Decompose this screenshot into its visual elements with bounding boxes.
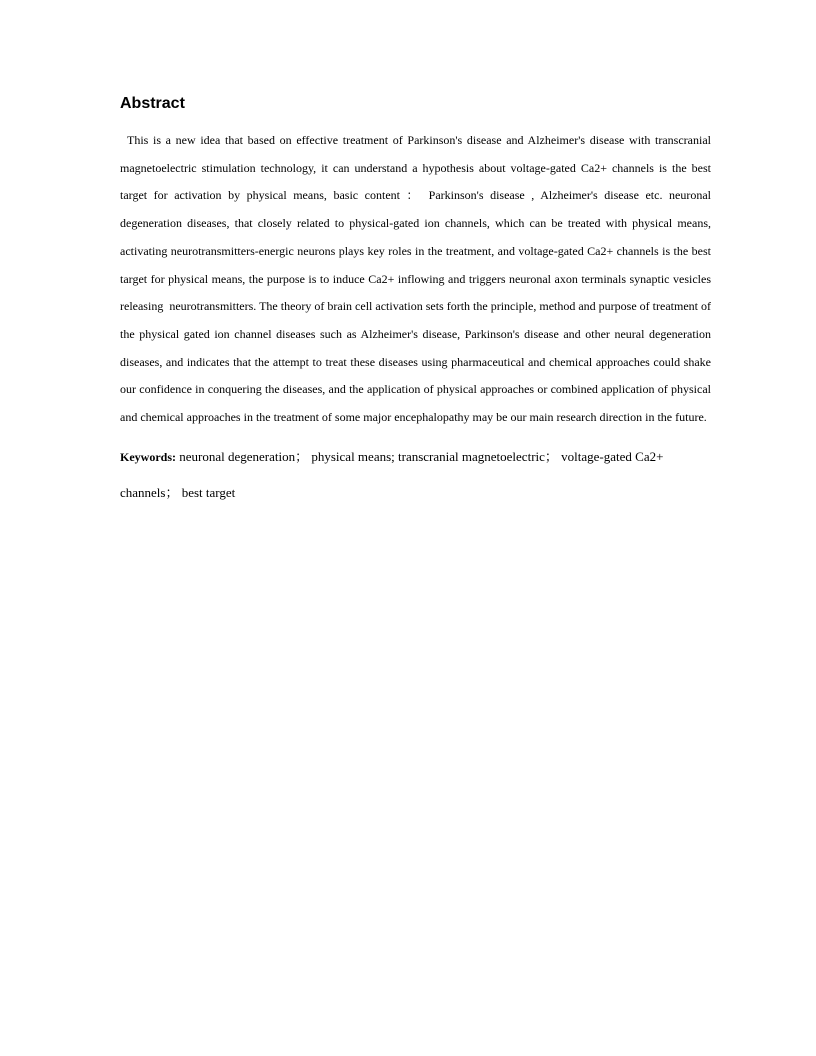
keywords-list: neuronal degeneration； physical means; transcranial magnetoelectric； voltage-gated Ca2+ channels； best target (120, 449, 664, 500)
keywords-label: Keywords: (120, 450, 176, 464)
abstract-paragraph: This is a new idea that based on effective treatment of Parkinson's disease and Alzheimer's disease with transcranial magnetoelectric stimulation technology, it can understand a hypothesis about voltage-gated Ca2+ channels is the best target for activation by physical means, basic content ： Parkinson's disease , Alzheimer's disease etc. neuronal degeneration diseases, that closely related to physical-gated ion channels, which can be treated with physical means, activating neurotransmitters-energic neurons plays key roles in the treatment, and voltage-gated Ca2+ channels is the best target for physical means, the purpose is to induce Ca2+ inflowing and triggers neuronal axon terminals synaptic vesicles releasing neurotransmitters. The theory of brain cell activation sets forth the principle, method and purpose of treatment of the physical gated ion channel diseases such as Alzheimer's disease, Parkinson's disease and other neural degeneration diseases, and indicates that the attempt to treat these diseases using pharmaceutical and chemical approaches could shake our confidence in conquering the diseases, and the application of physical approaches or combined application of physical and chemical approaches in the treatment of some major encephalopathy may be our main research direction in the future. (120, 133, 711, 425)
abstract-heading: Abstract (120, 95, 185, 112)
keywords-line (120, 439, 711, 510)
